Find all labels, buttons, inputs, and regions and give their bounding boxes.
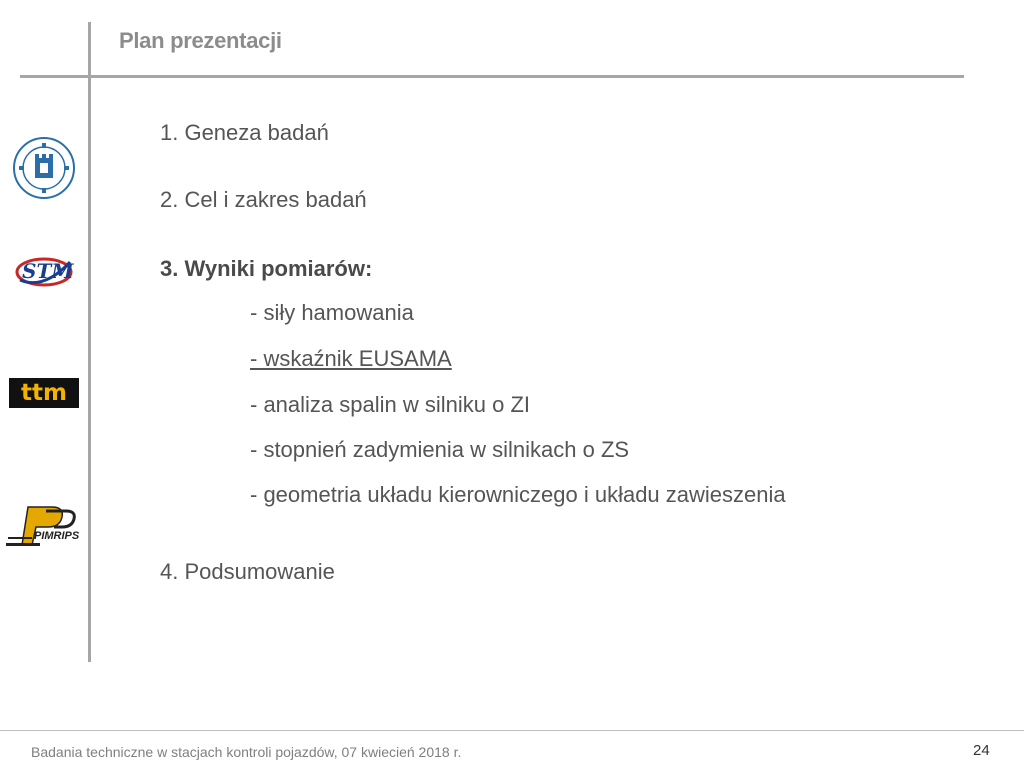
sub-item-sily: - siły hamowania bbox=[250, 300, 414, 325]
pimrips-logo bbox=[6, 505, 82, 549]
footer-text: Badania techniczne w stacjach kontroli pojazdów, 07 kwiecień 2018 r. bbox=[31, 744, 462, 760]
list-item-podsumowanie: 4. Podsumowanie bbox=[160, 559, 335, 584]
list-item-wyniki: 3. Wyniki pomiarów: bbox=[160, 256, 373, 281]
sub-item-zadymienie: - stopnień zadymienia w silnikach o ZS bbox=[250, 437, 630, 462]
page-number: 24 bbox=[973, 742, 990, 759]
ttm-logo-text: ttm bbox=[21, 380, 67, 406]
sub-item-analiza: - analiza spalin w silniku o ZI bbox=[250, 392, 531, 417]
footer-divider bbox=[0, 730, 1024, 731]
sub-item-eusama[interactable]: - wskaźnik EUSAMA bbox=[250, 346, 452, 371]
pimrips-logo-text: PIMRIPS bbox=[34, 530, 80, 542]
stm-logo-text: STM bbox=[22, 259, 74, 283]
sub-item-geometria: - geometria układu kierowniczego i układu zawieszenia bbox=[250, 482, 786, 507]
stm-logo bbox=[14, 250, 74, 294]
list-item-geneza: 1. Geneza badań bbox=[160, 120, 329, 145]
header-divider bbox=[20, 75, 964, 78]
list-item-cel: 2. Cel i zakres badań bbox=[160, 187, 367, 212]
university-seal-icon bbox=[11, 136, 77, 200]
pimrips-emblem-icon bbox=[6, 505, 82, 549]
vertical-divider bbox=[88, 22, 91, 662]
slide-title: Plan prezentacji bbox=[119, 28, 282, 53]
ttm-logo bbox=[9, 378, 79, 408]
